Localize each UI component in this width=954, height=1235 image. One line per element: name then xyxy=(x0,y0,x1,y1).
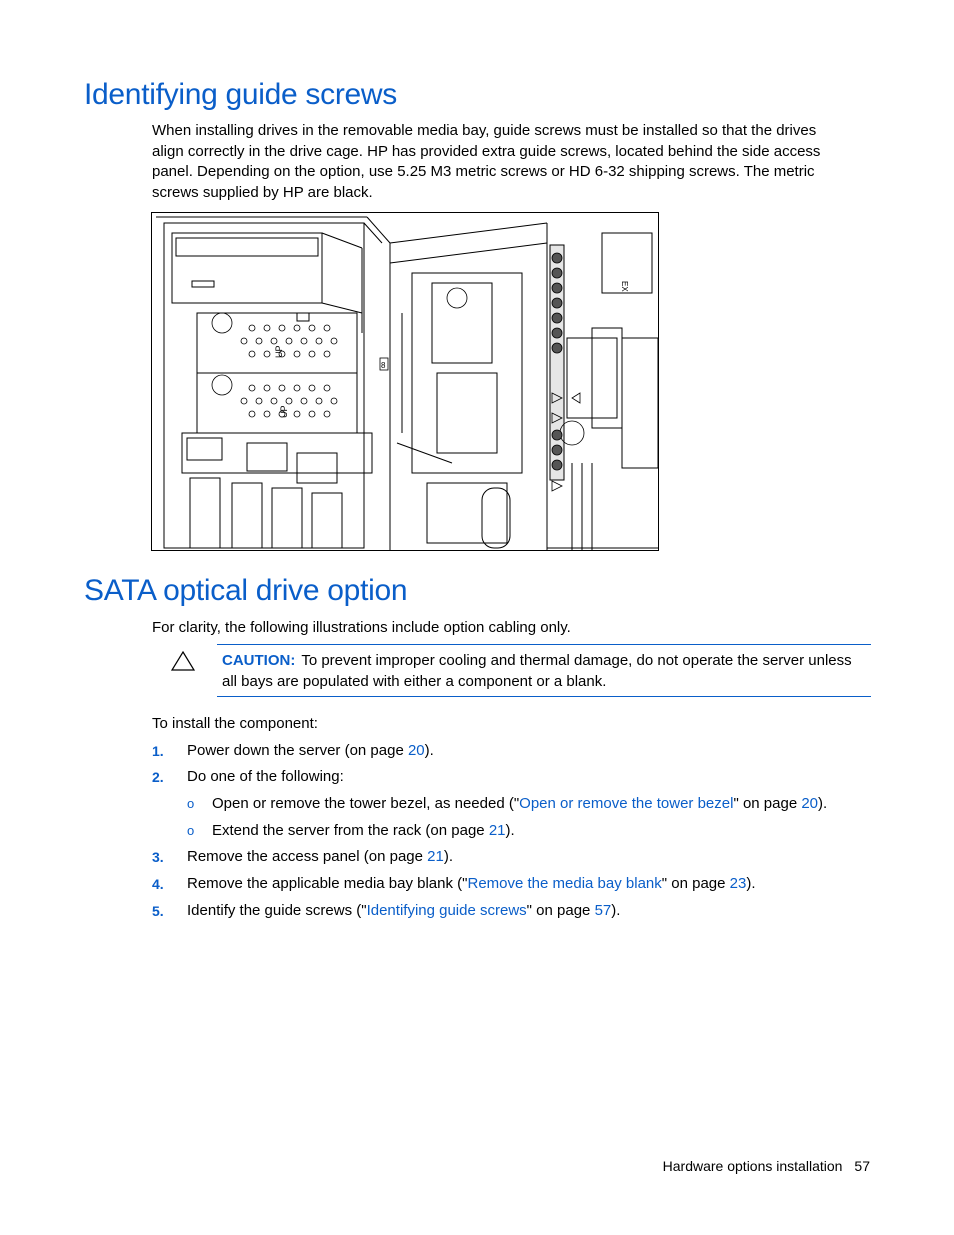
bullet-icon: o xyxy=(187,823,195,838)
heading-identifying-guide-screws: Identifying guide screws xyxy=(84,78,397,111)
up-label-upper: UP xyxy=(274,345,284,358)
install-lead: To install the component: xyxy=(152,715,318,732)
page-number: 57 xyxy=(854,1158,870,1174)
page-link[interactable]: 21 xyxy=(427,848,444,865)
heading-sata-optical-drive-option: SATA optical drive option xyxy=(84,574,408,607)
step-text: Power down the server (on page 20). xyxy=(187,742,434,759)
step-number: 3. xyxy=(152,849,164,865)
up-label-lower: UP xyxy=(279,405,289,418)
caution-label: CAUTION: xyxy=(222,652,296,669)
step-number: 1. xyxy=(152,743,164,759)
caution-box xyxy=(217,644,871,697)
step-number: 5. xyxy=(152,903,164,919)
step-number: 4. xyxy=(152,876,164,892)
guide-screws-paragraph: When installing drives in the removable media bay, guide screws must be installed so that the drives align correctly in the drive cage. HP has provided extra guide screws, located behind the side access panel. Depending on the option, use 5.25 M3 metric screws or HD 6-32 shipping screws. The metric screws supplied by HP are black. xyxy=(152,122,821,202)
step-text: Remove the applicable media bay blank ("Remove the media bay blank" on page 23). xyxy=(187,875,756,892)
caution-text xyxy=(222,650,867,692)
footer-section-title: Hardware options installation xyxy=(662,1158,843,1174)
step-number: 2. xyxy=(152,769,164,785)
page-link[interactable]: 57 xyxy=(594,902,612,919)
caution-message: To prevent improper cooling and thermal damage, do not operate the server unless all bays are populated with either a component or a blank. xyxy=(222,652,852,690)
page-link[interactable]: 20 xyxy=(407,742,425,759)
page-link[interactable]: 20 xyxy=(801,795,819,812)
page-footer xyxy=(640,1158,870,1174)
clarity-note: For clarity, the following illustrations include option cabling only. xyxy=(152,619,571,636)
step-text: Identify the guide screws ("Identifying guide screws" on page 57). xyxy=(187,902,621,919)
section-link[interactable]: Open or remove the tower bezel xyxy=(519,795,734,812)
page-link[interactable]: 21 xyxy=(488,822,506,839)
bay-label: 8 xyxy=(381,361,386,370)
step-text: Do one of the following: xyxy=(187,768,344,785)
page-link[interactable]: 23 xyxy=(729,875,747,892)
section-link[interactable]: Identifying guide screws xyxy=(366,902,527,919)
bullet-icon: o xyxy=(187,796,195,811)
substep-text: Extend the server from the rack (on page 21). xyxy=(212,822,515,839)
ex-label: EX xyxy=(620,281,629,292)
substep-text: Open or remove the tower bezel, as needed ("Open or remove the tower bezel" on page 20). xyxy=(212,795,828,812)
guide-screws-illustration xyxy=(151,212,659,551)
caution-icon xyxy=(171,651,195,671)
section-link[interactable]: Remove the media bay blank xyxy=(467,875,662,892)
step-text: Remove the access panel (on page 21). xyxy=(187,848,454,865)
